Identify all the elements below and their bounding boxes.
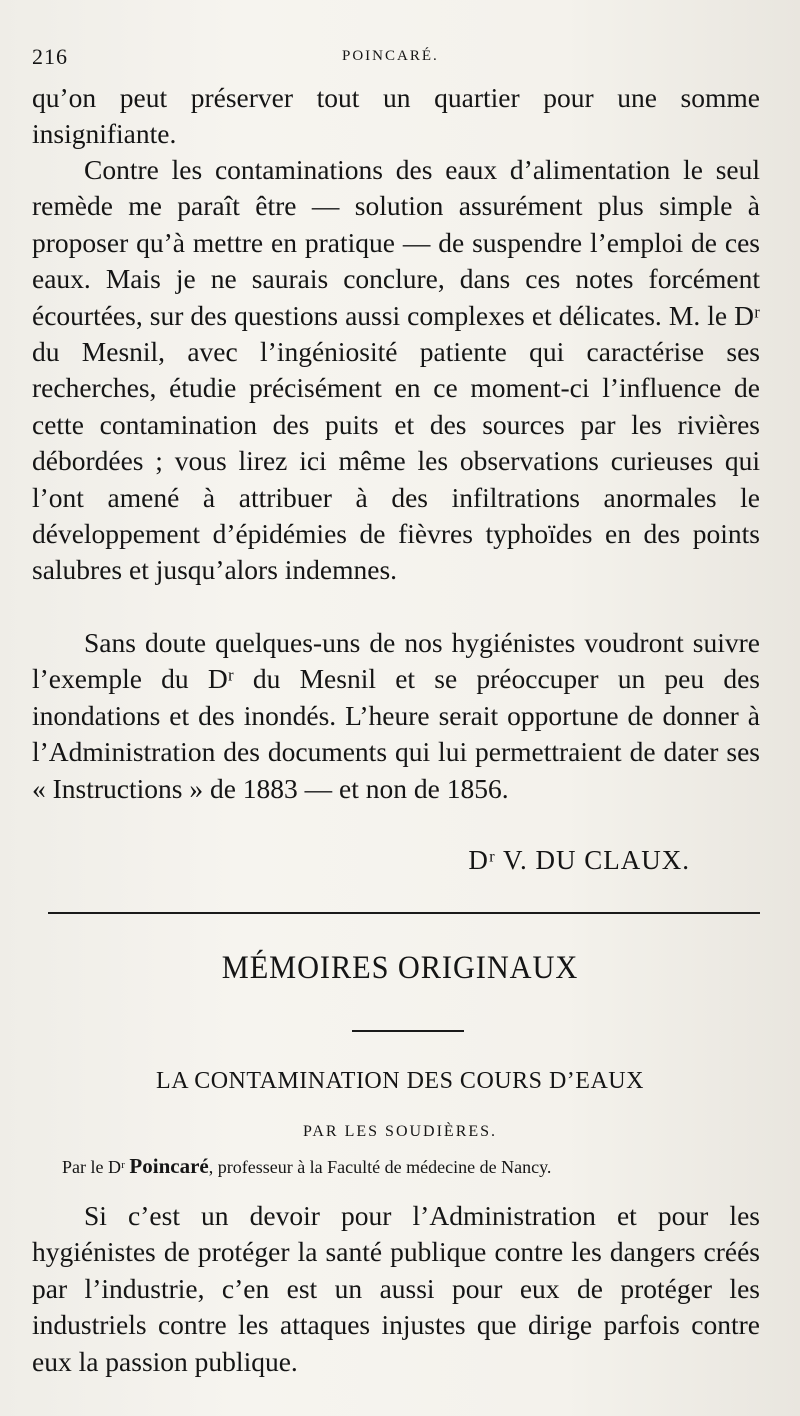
byline-affiliation: , professeur à la Faculté de médecine de Nancy.: [208, 1157, 552, 1177]
byline-prefix: Par le Dʳ: [62, 1157, 130, 1177]
article-subtitle: PAR LES SOUDIÈRES.: [302, 1123, 498, 1140]
page-header: [32, 44, 760, 74]
paragraph-continuation: qu’on peut préserver tout un quartier pour une somme insignifiante.: [32, 82, 760, 150]
section-title: MÉMOIRES ORIGINAUX: [221, 950, 579, 986]
paragraph-hygienists: Sans doute quelques-uns de nos hygiénistes voudront suivre l’exemple du Dʳ du Mesnil et se préoccuper un peu des inondations et des inondés. L’heure serait opportune de donner à l’Administration des documents qui lui permettraient de dater ses « Instructions » de 1883 — et non de 1856.: [32, 627, 760, 804]
section-divider: [48, 912, 760, 914]
article-byline: [62, 1154, 762, 1179]
byline-author: Poincaré: [129, 1154, 209, 1178]
paragraph-article-opening: Si c’est un devoir pour l’Administration et pour les hygiénistes de protéger la santé publique contre les dangers créés par l’industrie, c’en est un aussi pour eux de protéger les industriels contre les attaques injustes que dirige parfois contre eux la passion publique.: [32, 1200, 760, 1377]
article-title: LA CONTAMINATION DES COURS D’EAUX: [156, 1068, 644, 1094]
running-head: POINCARÉ.: [342, 48, 439, 64]
paragraph-contaminations: Contre les contaminations des eaux d’alimentation le seul remède me paraît être — solution assurément plus simple à proposer qu’à mettre en pratique — de suspendre l’emploi de ces eaux. Mais je ne saurais conclure, dans ces notes forcément écourtées, sur des questions aussi complexes et délicates. M. le Dʳ du Mesnil, avec l’ingéniosité patiente qui caractérise ses recherches, étudie précisément en ce moment-ci l’influence de cette contamination des puits et des sources par les rivières débordées ; vous lirez ici même les observations curieuses qui l’ont amené à attribuer à des infiltrations anormales le développement d’épidémies de fièvres typhoïdes en des points salubres et jusqu’alors indemnes.: [32, 154, 760, 586]
page-number: 216: [32, 44, 68, 69]
title-divider: [352, 1030, 464, 1032]
author-signature: Dʳ V. DU CLAUX.: [468, 845, 690, 875]
